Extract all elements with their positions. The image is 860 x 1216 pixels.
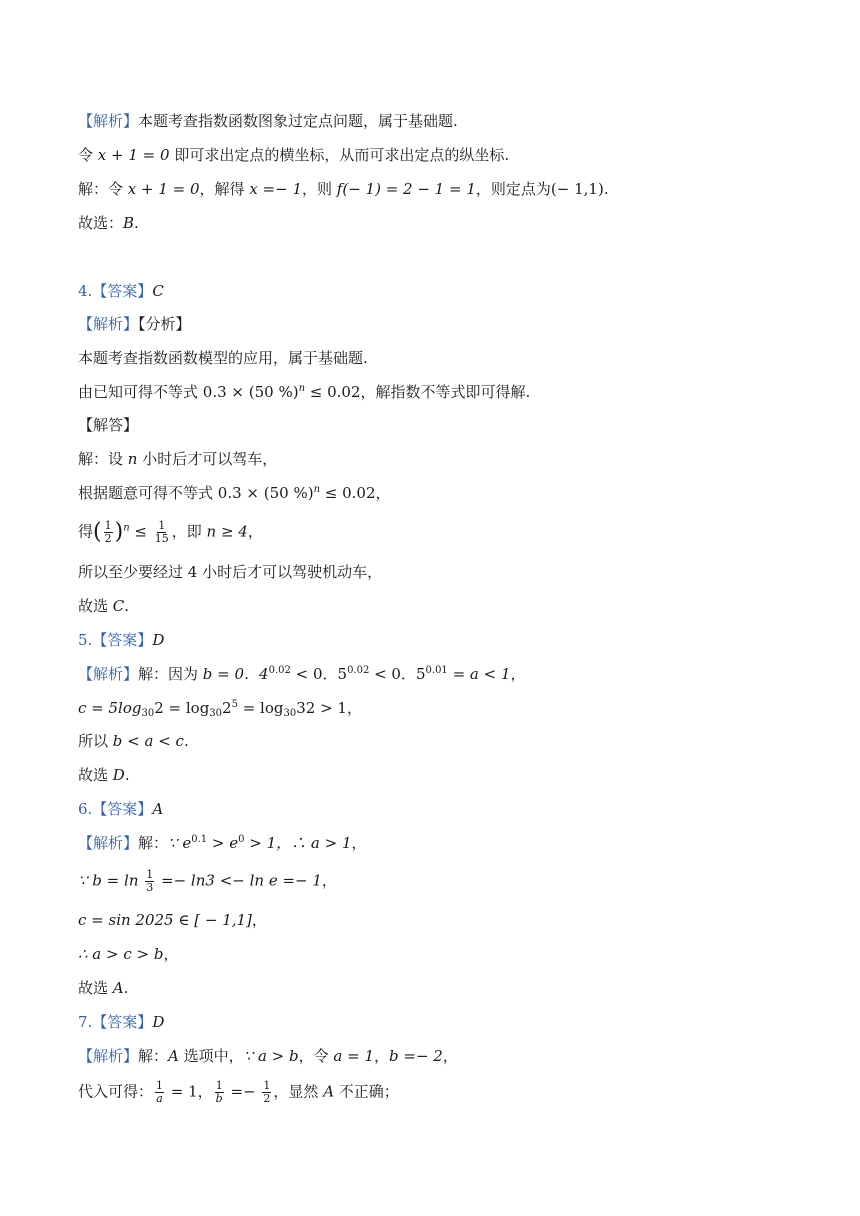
answer-choice-line: 故选 A. <box>78 979 129 997</box>
analysis-tag: 【解析】 <box>78 112 139 130</box>
question-7-answer: 7.【答案】D <box>78 1013 165 1031</box>
text-line: 根据题意可得不等式 0.3 × (50 %)$^n$ ≤ 0.02， <box>78 484 391 502</box>
analysis-line: 【解析】解：因为 b = 0．$4^{0.02} < 0$．$5^{0.02} < 0$．$5^{0.01} = a < 1$， <box>78 665 526 683</box>
text-line: ∵ b = ln $\frac{1}{3}$ =− ln3 <− ln e =− 1， <box>78 868 337 894</box>
text-line: 所以至少要经过 4 小时后才可以驾驶机动车， <box>78 563 383 581</box>
answer-choice-line: 故选：B. <box>78 214 139 232</box>
question-5-answer: 5.【答案】D <box>78 631 165 649</box>
analysis-line: 【解析】解：∵ $e^{0.1} > e^0 > 1$，∴ a > 1， <box>78 834 367 852</box>
text-line: $c = 5\log_{30}2 = \log_{30}2^5 = \log_{30}32 > 1$， <box>78 699 362 719</box>
answer-choice-line: 故选 C. <box>78 597 130 615</box>
text-line: 解：令 x + 1 = 0，解得 x =− 1，则 f(− 1) = 2 − 1 = 1，则定点为(− 1,1). <box>78 180 609 198</box>
text-line: 所以 b < a < c. <box>78 732 189 750</box>
analysis-line: 【解析】本题考查指数函数图象过定点问题，属于基础题. <box>78 112 458 130</box>
text-line: 令 x + 1 = 0 即可求出定点的横坐标，从而可求出定点的纵坐标. <box>78 146 510 164</box>
question-6-answer: 6.【答案】A <box>78 800 164 818</box>
text-line: 得( $\frac{1}{2}$ )$^n$ ≤ $\frac{1}{15}$ ，即 n ≥ 4， <box>78 519 263 545</box>
question-4-answer: 4.【答案】C <box>78 282 164 300</box>
text-line: 由已知可得不等式 0.3 × (50 %)$^n$ ≤ 0.02，解指数不等式即可得解. <box>78 383 531 401</box>
answer-choice-line: 故选 D. <box>78 766 130 784</box>
solution-tag: 【解答】 <box>78 416 139 434</box>
analysis-line: 【解析】解：A 选项中，∵ a > b，令 a = 1，b =− 2， <box>78 1047 458 1065</box>
text-line: ∴ a > c > b， <box>78 945 179 963</box>
analysis-line: 【解析】【分析】 <box>78 315 191 333</box>
text-line: 解：设 n 小时后才可以驾车， <box>78 450 278 468</box>
text-line: 本题考查指数函数模型的应用，属于基础题. <box>78 349 368 367</box>
text-line: c = sin 2025 ∈ [ − 1,1]， <box>78 911 267 929</box>
text-line: 代入可得： $\frac{1}{a}$ = 1， $\frac{1}{b}$ =− $\frac{1}{2}$ ，显然 A 不正确； <box>78 1079 399 1105</box>
